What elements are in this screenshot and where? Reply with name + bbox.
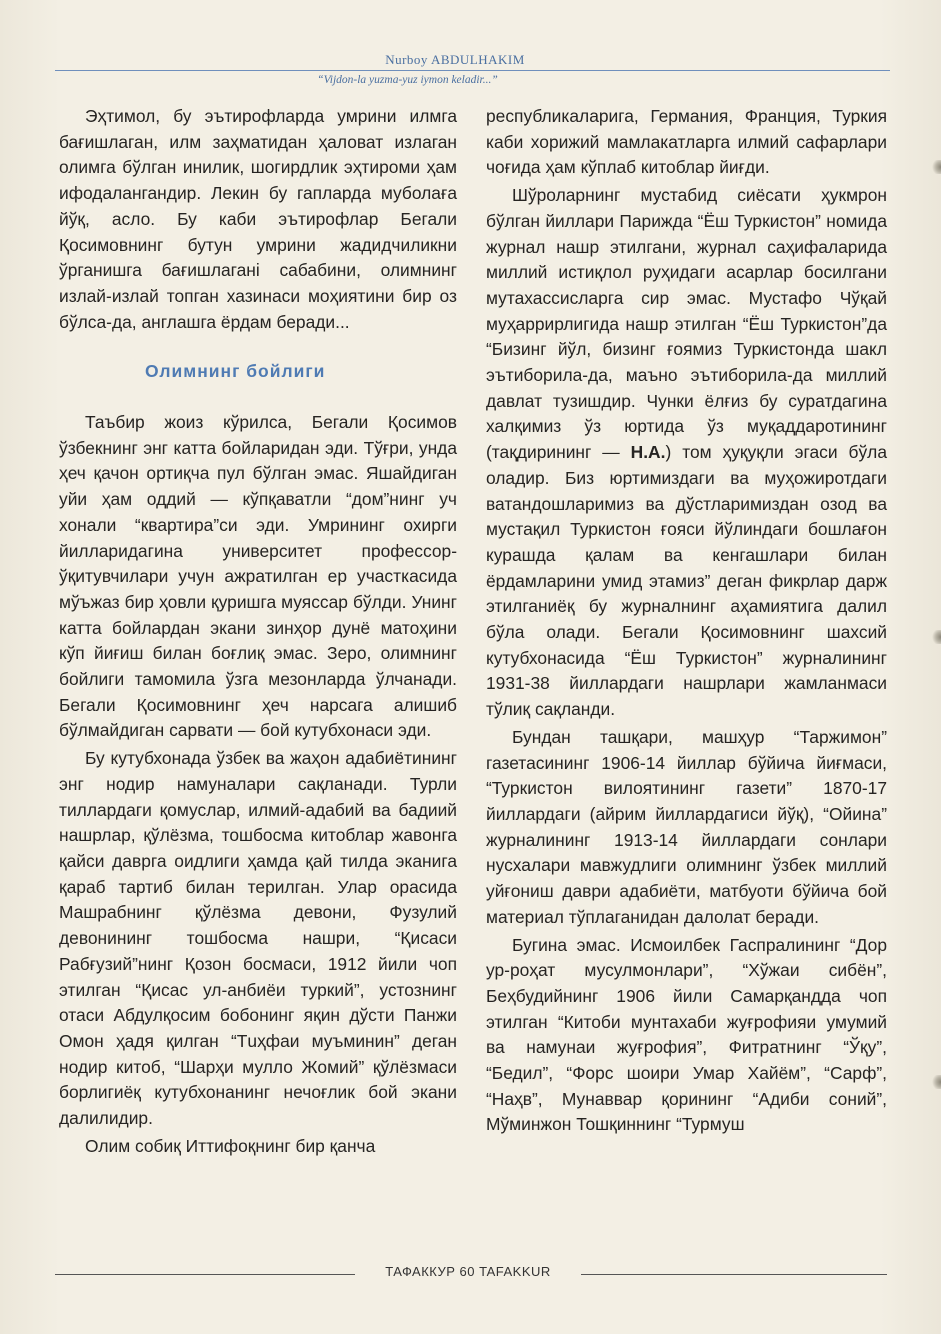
right-column bbox=[486, 104, 887, 1140]
footer-page-label: ТАФАККУР 60 TAFAKKUR bbox=[385, 1264, 551, 1279]
running-header bbox=[55, 52, 890, 92]
left-column bbox=[59, 104, 457, 1161]
paragraph-text: Шўроларнинг мустабид сиёсати ҳукмрон бўлган йиллари Парижда “Ёш Туркистон” номида журнал нашр этилгани, журнал саҳифаларида миллий истиқлол руҳидаги асарлар босилгани мутахассисларга сир эмас. Мустафо Чўқай муҳаррирлигида нашр этилган “Ёш Туркистон”да “Бизинг йўл, бизинг ғоямиз Туркистонда шакл эътиборила-да, маъно эътиборила-да миллий давлат тузишдир. Чунки ёлғиз бу суратдагина халқимиз ўз юртида ўз муқаддаротининг (тақдирининг — bbox=[486, 185, 887, 463]
binding-hole-mark bbox=[931, 630, 941, 644]
paragraph: Бу кутубхонада ўзбек ва жаҳон адабиётининг энг нодир намуналари сақланади. Турли тиллардаги қомуслар, илмий-адабий ва бадиий нашрлар, қўлёзма, тошбосма китоблар жавонга қайси даврга оидлиги ҳамда қай тилда эканига қараб тартиб билан терилган. Улар орасида Машрабнинг қўлёзма девони, Фузулий девонининг тошбосма нашри, “Қисаси Рабғузий”нинг Қозон босмаси, 1912 йили чоп этилган “Қисас ул-анбиёи туркий”, устознинг отаси Абдулқосим бобонинг яқин дўсти Панжи Омон ҳадя қилган “Тuҳфаи муъминин” деган нодир китоб, “Шарҳи мулло Жомий” қўлёзмаси борлигиёқ кутубхонанинг нечоғлик бой экани далилидир. bbox=[59, 748, 457, 1129]
header-rule bbox=[55, 70, 890, 71]
footer-rule-right bbox=[581, 1274, 887, 1275]
binding-hole-mark bbox=[931, 1075, 941, 1089]
paragraph: Эҳтимол, бу эътирофларда умрини илмга бағишлаган, илм заҳматидан ҳаловат излаган олимга бўлган инилик, шогирдлик эҳтироми ҳам ифодалангандир. Лекин бу гапларда муболаға йўқ, асло. Бу каби эътирофлар Бегали Қосимовнинг бутун умрини жадидчиликни ўрганишга бағишлаганi сабабини, олимнинг излай-излай топган хазинаси моҳиятини бир оз бўлса-да, англашга ёрдам беради... bbox=[59, 106, 457, 332]
section-heading: Олимнинг бойлиги bbox=[145, 361, 326, 382]
paragraph: Таъбир жоиз кўрилса, Бегали Қосимов ўзбекнинг энг катта бойларидан эди. Тўғри, унда ҳеч қачон ортиқча пул бўлган эмас. Яшайдиган уйи ҳам оддий — кўпқаватли “дом”нинг уч хонали “квартира”си эди. Умрининг охирги йилларидагина университет профессор-ўқитувчилари учун ажратилган ер участкасида мўъжаз бир ҳовли қуришга муяссар бўлди. Унинг катта бойлардан экани зинҳор дунё матоҳини кўп йиғиш билан боғлиқ эмас. Зеро, олимнинг бойлиги тамомила ўзга мезонларда ўлчанади. Бегали Қосимовнинг ҳеч нарсага алишиб бўлмайдиган сарвати — бой кутубхонаси эди. bbox=[59, 412, 457, 741]
paragraph: Олим собиқ Иттифоқнинг бир қанча bbox=[85, 1135, 376, 1156]
author-initials: Н.А. bbox=[630, 442, 666, 463]
header-author: Nurboy ABDULHAKIM bbox=[385, 52, 525, 67]
binding-hole-mark bbox=[931, 160, 941, 174]
paragraph-text: ) том ҳуқуқли эгаси бўла оладир. Биз юртимиздаги ва муҳожиротдаги ватандошларимиз ва дўстларимиздан озод ва мустақил Туркистон ғояси йўлиндаги бошлағон курашда қалам ва кенгашлари билан ёрдамларини умид этамиз” деган фикрлар дарж этилганиёқ бу журналнинг аҳамиятига далил бўла олади. Бегали Қосимовнинг шахсий кутубхонасида “Ёш Туркистон” журналининг 1931-38 йиллардаги нашрлари жамланмаси тўлиқ сақланди. bbox=[486, 442, 887, 720]
page-footer bbox=[55, 1264, 887, 1284]
paragraph: республикаларига, Германия, Франция, Туркия каби хорижий мамлакатларга илмий сафарлари чоғида ҳам кўплаб китоблар йиғди. bbox=[486, 106, 887, 178]
paragraph bbox=[486, 183, 887, 723]
header-subtitle: “Vijdon-la yuzma-yuz iymon keladir...” bbox=[317, 74, 498, 86]
paragraph: Бугина эмас. Исмоилбек Гаспралининг “Дор ур-роҳат мусулмонлари”, “Хўжаи сибён”, Беҳбудийнинг 1906 йили Самарқандда чоп этилган “Китоби мунтахаби жуғрофияи умумий ва намунаи жуғрофия”, Фитратнинг “Ўқу”, “Бедил”, “Форс шоири Умар Хайём”, “Сарф”, “Наҳв”, Мунаввар қорининг “Адиби соний”, Мўминжон Тошқиннинг “Турмуш bbox=[486, 934, 887, 1135]
paragraph: Бундан ташқари, машҳур “Таржимон” газетасининг 1906-14 йиллар бўйича йиғмаси, “Туркистон вилоятининг газети” 1870-17 йиллардаги (айрим йиллардагиси йўқ), “Ойина” журналининг 1913-14 йиллардаги сонлари нусхалари мавжудлиги олимнинг ўзбек миллий уйғониш даври адабиёти, матбуоти бўйича бой материал тўплаганидан далолат беради. bbox=[486, 726, 887, 927]
footer-rule-left bbox=[55, 1274, 355, 1275]
